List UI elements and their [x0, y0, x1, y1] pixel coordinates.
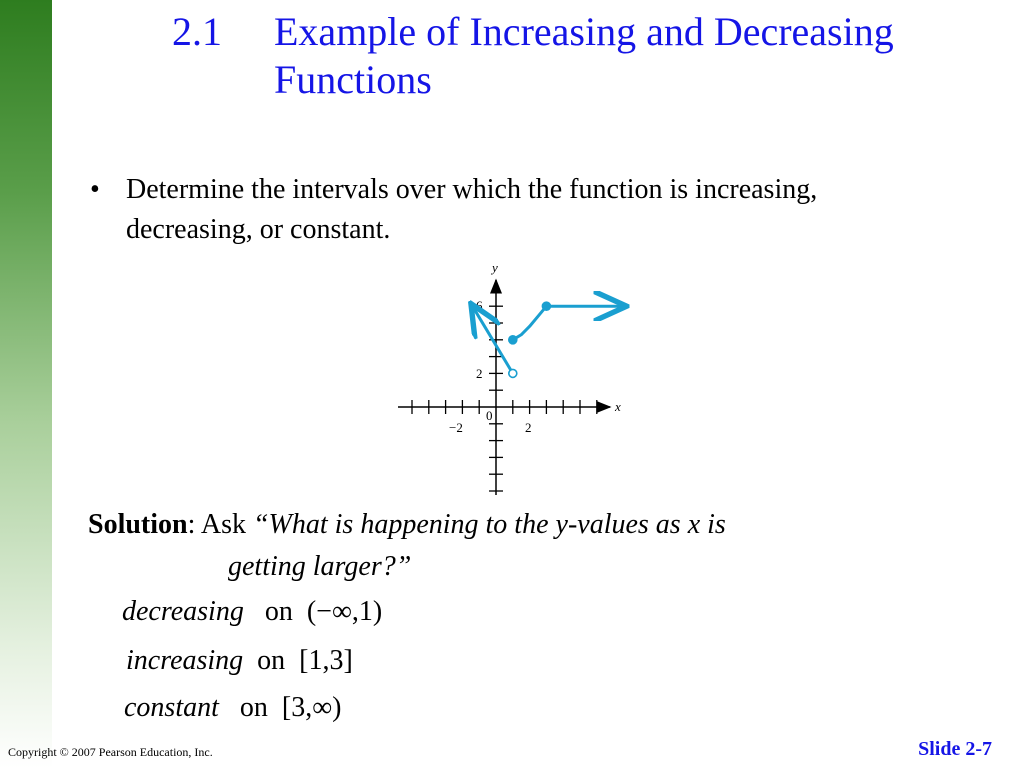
interval-on: on [257, 645, 286, 676]
y-tick-label-2: 2 [476, 366, 483, 381]
solution-line [88, 505, 908, 545]
interval-word: decreasing [122, 596, 244, 627]
closed-endpoint [509, 336, 517, 344]
function-segment-1 [472, 306, 512, 373]
x-tick-label-2: 2 [525, 420, 532, 435]
axis-ticks [412, 306, 597, 491]
bullet-text: Determine the intervals over which the function is increasing, decreasing, or constant. [126, 174, 818, 245]
footer-copyright: Copyright © 2007 Pearson Education, Inc. [8, 745, 213, 759]
x-axis-label: x [615, 399, 621, 414]
title-text: Example of Increasing and Decreasing Functions [274, 9, 894, 102]
solution-ask: : Ask [187, 509, 253, 540]
interval-word: constant [124, 692, 219, 723]
side-gradient-bar [0, 0, 52, 768]
interval-decreasing [122, 592, 382, 632]
title-number: 2.1 [172, 9, 222, 54]
x-tick-label-neg2: −2 [449, 420, 463, 435]
interval-on: on [264, 596, 293, 627]
interval-word: increasing [126, 645, 244, 676]
interval-constant [124, 688, 342, 728]
bullet-symbol: • [90, 174, 100, 205]
x-tick-label-0: 0 [486, 408, 493, 423]
interval-value: (−∞,1) [306, 596, 383, 627]
solution-label: Solution [88, 509, 188, 540]
footer-slide-number: Slide 2-7 [918, 738, 992, 760]
interval-increasing [126, 641, 353, 681]
open-endpoint [509, 369, 517, 377]
function-graph [380, 255, 640, 500]
interval-on: on [239, 692, 268, 723]
function-segment-2 [513, 306, 547, 340]
y-tick-label-6: 6 [476, 298, 483, 313]
solution-quote: “What is happening to the y-values as x is [252, 509, 726, 540]
y-axis-label: y [492, 260, 498, 275]
interval-value: [1,3] [299, 645, 353, 676]
solution-quote-continued: getting larger?” [228, 551, 412, 582]
interval-value: [3,∞) [281, 692, 342, 723]
